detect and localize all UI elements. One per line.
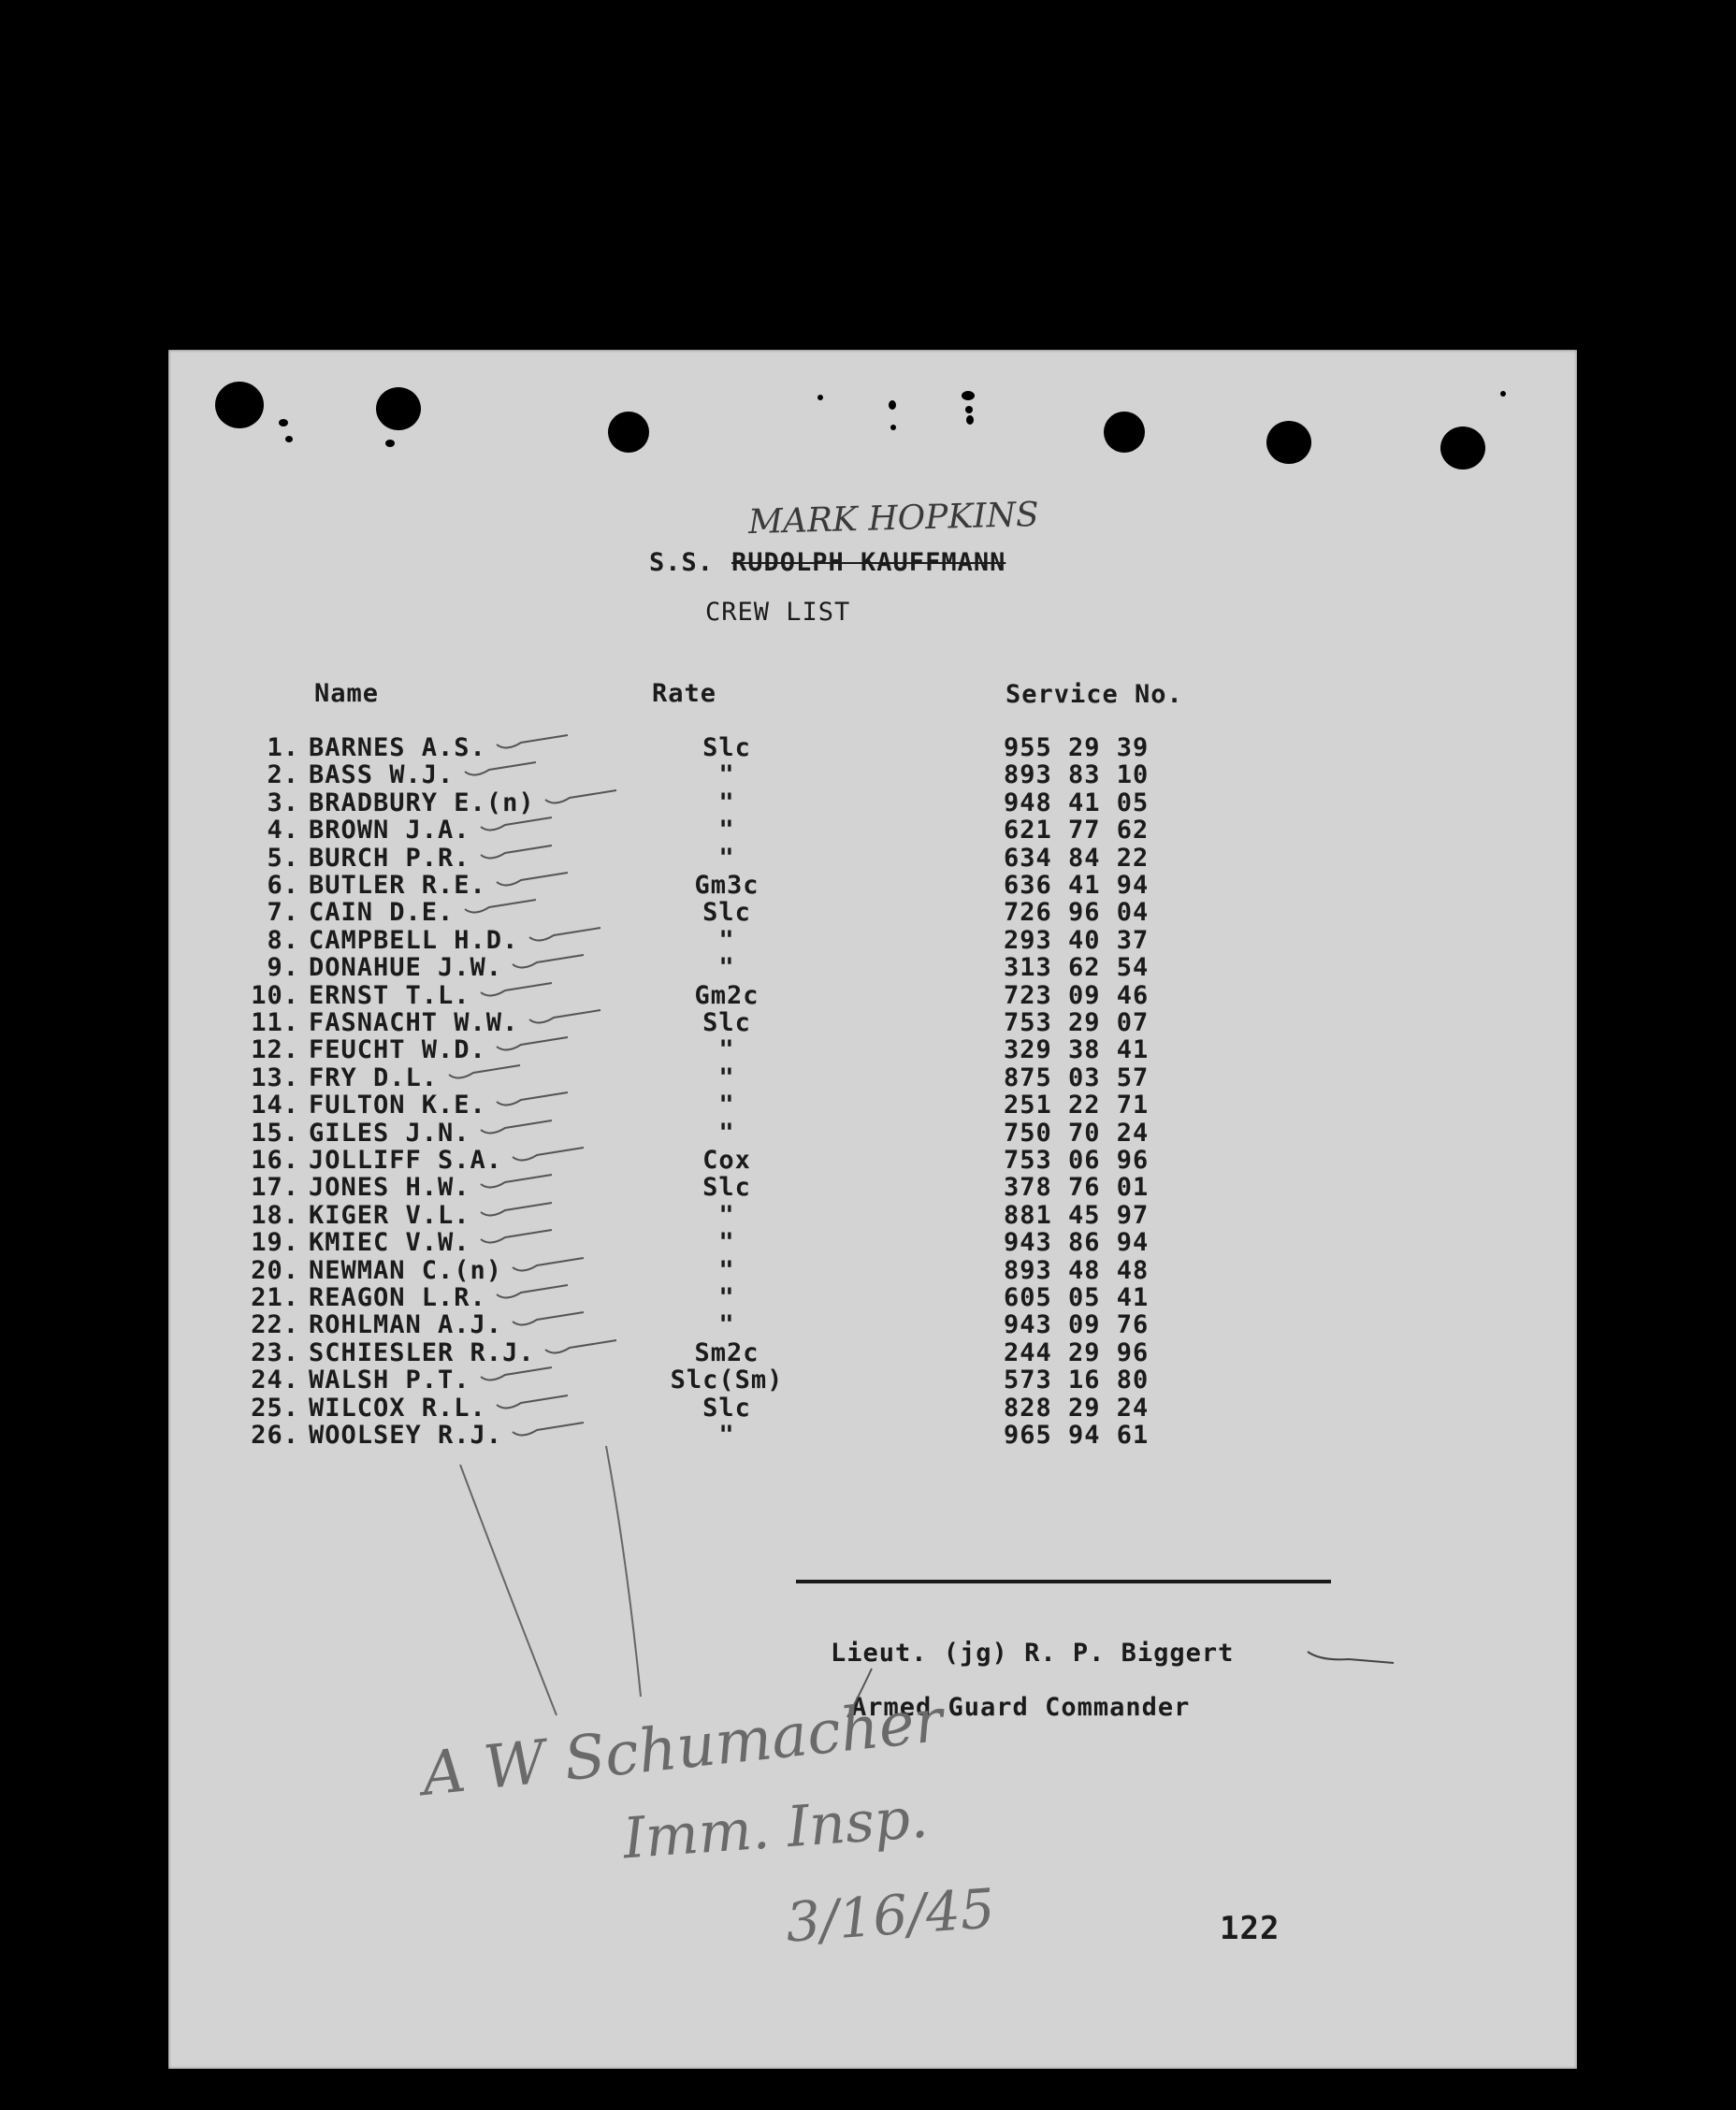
ink-speck xyxy=(385,440,395,447)
check-mark xyxy=(493,728,577,756)
crew-service-no: 753 29 07 xyxy=(1004,1008,1150,1037)
crew-number: 9. xyxy=(267,953,299,983)
crew-row xyxy=(168,1201,1384,1228)
crew-name: JONES H.W. xyxy=(309,1173,470,1203)
crew-name: FEUCHT W.D. xyxy=(309,1035,486,1065)
crew-name: CAIN D.E. xyxy=(309,898,455,928)
crew-number: 4. xyxy=(267,816,299,845)
crew-rate: " xyxy=(718,760,735,790)
check-mark xyxy=(509,1305,593,1333)
header-name: Name xyxy=(314,679,380,708)
crew-row xyxy=(168,1035,1384,1065)
crew-number: 14. xyxy=(251,1091,299,1120)
header-rate: Rate xyxy=(652,679,717,708)
check-mark xyxy=(477,1167,561,1195)
crew-service-no: 948 41 05 xyxy=(1004,788,1150,817)
check-mark xyxy=(461,892,545,920)
check-mark xyxy=(509,1250,593,1279)
header-service-no: Service No. xyxy=(1005,680,1183,709)
crew-rate: Slc xyxy=(702,733,751,762)
crew-name: ERNST T.L. xyxy=(309,980,470,1010)
ink-speck xyxy=(966,415,974,425)
crew-name: JOLLIFF S.A. xyxy=(309,1146,503,1175)
ink-speck xyxy=(817,395,823,400)
check-mark xyxy=(493,1030,577,1058)
ink-speck xyxy=(962,391,975,400)
crew-rate: Slc(Sm) xyxy=(670,1366,784,1395)
crew-number: 24. xyxy=(251,1366,299,1395)
crew-service-no: 965 94 61 xyxy=(1004,1421,1150,1450)
pencil-line xyxy=(460,1465,557,1715)
check-mark xyxy=(526,1003,610,1031)
crew-number: 16. xyxy=(251,1146,299,1175)
crew-row xyxy=(168,1173,1384,1203)
crew-rate: Sm2c xyxy=(694,1337,760,1367)
check-mark xyxy=(477,810,561,838)
crew-number: 26. xyxy=(251,1421,299,1450)
crew-rate: " xyxy=(718,953,735,983)
crew-number: 25. xyxy=(251,1393,299,1423)
crew-service-no: 251 22 71 xyxy=(1004,1091,1150,1120)
crew-name: DONAHUE J.W. xyxy=(309,953,503,983)
inspector-signature: A W Schumacher xyxy=(418,1685,947,1811)
crew-rate: Cox xyxy=(702,1146,751,1175)
check-mark xyxy=(542,783,626,811)
crew-row xyxy=(168,926,1384,953)
crew-rate: Gm3c xyxy=(694,871,760,900)
crew-service-no: 293 40 37 xyxy=(1004,925,1150,955)
crew-service-no: 723 09 46 xyxy=(1004,980,1150,1010)
crew-service-no: 881 45 97 xyxy=(1004,1200,1150,1230)
ink-speck xyxy=(285,436,293,442)
check-mark xyxy=(509,947,593,976)
punch-hole xyxy=(1440,426,1485,470)
crew-row xyxy=(168,953,1384,983)
crew-service-no: 605 05 41 xyxy=(1004,1283,1150,1312)
crew-service-no: 634 84 22 xyxy=(1004,843,1150,873)
crew-rate: Gm2c xyxy=(694,980,760,1010)
crew-row xyxy=(168,1421,1384,1448)
crew-number: 19. xyxy=(251,1228,299,1258)
crew-number: 12. xyxy=(251,1035,299,1065)
crew-rate: Slc xyxy=(702,1173,751,1203)
ship-name-struck: RUDOLPH KAUFFMANN xyxy=(731,548,1006,577)
crew-row xyxy=(168,1228,1384,1258)
crew-row xyxy=(168,788,1384,816)
crew-name: CAMPBELL H.D. xyxy=(309,925,519,955)
check-mark xyxy=(493,865,577,893)
crew-service-no: 621 77 62 xyxy=(1004,816,1150,845)
pencil-line xyxy=(606,1446,641,1697)
crew-service-no: 573 16 80 xyxy=(1004,1366,1150,1395)
crew-service-no: 750 70 24 xyxy=(1004,1118,1150,1148)
crew-number: 17. xyxy=(251,1173,299,1203)
crew-name: ROHLMAN A.J. xyxy=(309,1310,503,1340)
crew-service-no: 313 62 54 xyxy=(1004,953,1150,983)
check-mark xyxy=(477,976,561,1004)
crew-row xyxy=(168,1394,1384,1421)
crew-service-no: 943 86 94 xyxy=(1004,1228,1150,1258)
crew-rate: Slc xyxy=(702,1393,751,1423)
crew-rate: " xyxy=(718,843,735,873)
crew-name: BURCH P.R. xyxy=(309,843,470,873)
crew-service-no: 893 48 48 xyxy=(1004,1255,1150,1285)
crew-name: BASS W.J. xyxy=(309,760,455,790)
crew-row xyxy=(168,816,1384,843)
crew-rate: " xyxy=(718,925,735,955)
crew-row xyxy=(168,1146,1384,1173)
crew-rate: " xyxy=(718,1255,735,1285)
check-mark xyxy=(509,1415,593,1443)
handwritten-date: 3/16/45 xyxy=(783,1876,997,1955)
crew-name: BUTLER R.E. xyxy=(309,871,486,900)
pencil-check xyxy=(1308,1652,1394,1663)
crew-rate: Slc xyxy=(702,1008,751,1037)
crew-name: BRADBURY E.(n) xyxy=(309,788,535,817)
inspector-title: Imm. Insp. xyxy=(620,1785,931,1872)
ink-speck xyxy=(965,406,973,413)
punch-hole xyxy=(376,387,421,430)
crew-number: 22. xyxy=(251,1310,299,1340)
crew-name: WOOLSEY R.J. xyxy=(309,1421,503,1450)
crew-rate: " xyxy=(718,1283,735,1312)
check-mark xyxy=(477,1360,561,1388)
crew-rate: " xyxy=(718,1421,735,1450)
ink-speck xyxy=(279,419,288,426)
document-page xyxy=(168,350,1577,2069)
check-mark xyxy=(542,1333,626,1361)
crew-row xyxy=(168,1338,1384,1366)
crew-rate: Slc xyxy=(702,898,751,928)
crew-row xyxy=(168,1283,1384,1310)
crew-number: 5. xyxy=(267,843,299,873)
document-title: CREW LIST xyxy=(705,598,851,627)
crew-row xyxy=(168,871,1384,898)
crew-name: REAGON L.R. xyxy=(309,1283,486,1312)
crew-row xyxy=(168,1063,1384,1091)
crew-service-no: 753 06 96 xyxy=(1004,1146,1150,1175)
crew-number: 2. xyxy=(267,760,299,790)
check-mark xyxy=(461,755,545,783)
crew-rate: " xyxy=(718,816,735,845)
crew-rate: " xyxy=(718,1091,735,1120)
ink-speck xyxy=(890,425,896,430)
crew-rate: " xyxy=(718,788,735,817)
crew-name: FULTON K.E. xyxy=(309,1091,486,1120)
check-mark xyxy=(493,1388,577,1416)
crew-number: 21. xyxy=(251,1283,299,1312)
crew-service-no: 875 03 57 xyxy=(1004,1062,1150,1092)
crew-number: 1. xyxy=(267,733,299,762)
crew-name: WALSH P.T. xyxy=(309,1366,470,1395)
crew-number: 10. xyxy=(251,980,299,1010)
crew-number: 11. xyxy=(251,1008,299,1037)
crew-name: BARNES A.S. xyxy=(309,733,486,762)
crew-row xyxy=(168,981,1384,1008)
punch-hole xyxy=(1104,412,1145,453)
check-mark xyxy=(477,1222,561,1250)
crew-row xyxy=(168,1008,1384,1035)
crew-row xyxy=(168,1256,1384,1283)
crew-number: 7. xyxy=(267,898,299,928)
punch-hole xyxy=(608,412,649,453)
crew-row xyxy=(168,733,1384,760)
crew-service-no: 726 96 04 xyxy=(1004,898,1150,928)
crew-name: FRY D.L. xyxy=(309,1062,439,1092)
crew-rate: " xyxy=(718,1228,735,1258)
signatory-name: Lieut. (jg) R. P. Biggert xyxy=(831,1639,1235,1668)
check-mark xyxy=(445,1058,529,1086)
crew-number: 6. xyxy=(267,871,299,900)
check-mark xyxy=(477,1113,561,1141)
check-mark xyxy=(477,1195,561,1223)
crew-service-no: 244 29 96 xyxy=(1004,1337,1150,1367)
crew-name: NEWMAN C.(n) xyxy=(309,1255,503,1285)
signatory-title: Armed Guard Commander xyxy=(851,1693,1191,1722)
crew-rate: " xyxy=(718,1035,735,1065)
check-mark xyxy=(493,1085,577,1113)
crew-service-no: 378 76 01 xyxy=(1004,1173,1150,1203)
crew-row xyxy=(168,844,1384,871)
crew-name: GILES J.N. xyxy=(309,1118,470,1148)
crew-name: WILCOX R.L. xyxy=(309,1393,486,1423)
crew-row xyxy=(168,898,1384,928)
check-mark xyxy=(477,838,561,866)
handwritten-ship-name: MARK HOPKINS xyxy=(747,495,1040,542)
check-mark xyxy=(526,920,610,948)
crew-number: 23. xyxy=(251,1337,299,1367)
crew-service-no: 828 29 24 xyxy=(1004,1393,1150,1423)
signature-line xyxy=(796,1580,1331,1583)
crew-service-no: 329 38 41 xyxy=(1004,1035,1150,1065)
crew-number: 15. xyxy=(251,1118,299,1148)
ink-speck xyxy=(889,400,896,410)
check-mark xyxy=(509,1140,593,1168)
check-mark xyxy=(493,1278,577,1306)
crew-rate: " xyxy=(718,1118,735,1148)
crew-service-no: 636 41 94 xyxy=(1004,871,1150,900)
crew-number: 3. xyxy=(267,788,299,817)
crew-name: FASNACHT W.W. xyxy=(309,1008,519,1037)
punch-hole xyxy=(215,382,264,428)
crew-service-no: 893 83 10 xyxy=(1004,760,1150,790)
crew-rate: " xyxy=(718,1310,735,1340)
punch-hole xyxy=(1266,421,1311,464)
crew-row xyxy=(168,1366,1384,1393)
crew-service-no: 955 29 39 xyxy=(1004,733,1150,762)
crew-name: KMIEC V.W. xyxy=(309,1228,470,1258)
crew-row xyxy=(168,1119,1384,1146)
crew-number: 20. xyxy=(251,1255,299,1285)
ship-prefix: S.S. xyxy=(649,548,715,577)
crew-name: BROWN J.A. xyxy=(309,816,470,845)
crew-rate: " xyxy=(718,1200,735,1230)
crew-service-no: 943 09 76 xyxy=(1004,1310,1150,1340)
crew-rate: " xyxy=(718,1062,735,1092)
page-number: 122 xyxy=(1220,1910,1280,1947)
crew-number: 13. xyxy=(251,1062,299,1092)
crew-row xyxy=(168,1091,1384,1118)
crew-number: 8. xyxy=(267,925,299,955)
ink-speck xyxy=(1500,391,1506,397)
crew-number: 18. xyxy=(251,1200,299,1230)
crew-row xyxy=(168,760,1384,788)
crew-name: SCHIESLER R.J. xyxy=(309,1337,535,1367)
crew-row xyxy=(168,1310,1384,1340)
crew-name: KIGER V.L. xyxy=(309,1200,470,1230)
